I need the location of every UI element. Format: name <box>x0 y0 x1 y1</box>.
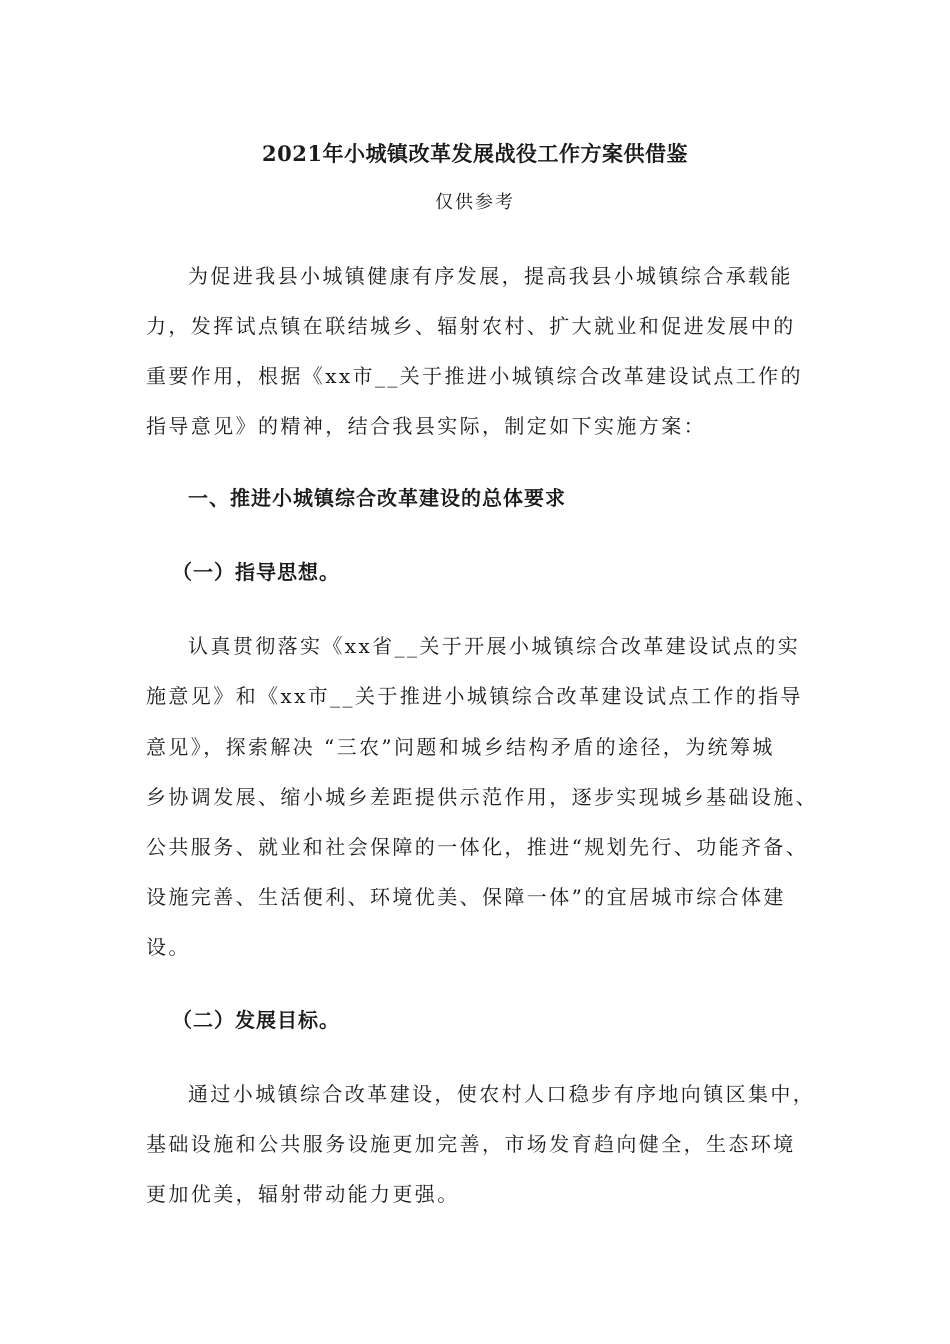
subsection-heading: （一）指导思想。 <box>172 560 340 584</box>
paragraph-line: 基础设施和公共服务设施更加完善，市场发育趋向健全，生态环境 <box>146 1132 796 1156</box>
paragraph-line: 公共服务、就业和社会保障的一体化，推进“规划先行、功能齐备、 <box>146 835 809 859</box>
intro-line: 重要作用，根据《xx市__关于推进小城镇综合改革建设试点工作的 <box>146 364 803 388</box>
paragraph-line: 意见》，探索解决 “三农”问题和城乡结构矛盾的途径，为统筹城 <box>146 735 775 759</box>
intro-line: 指导意见》的精神，结合我县实际，制定如下实施方案： <box>146 414 706 438</box>
intro-line: 力，发挥试点镇在联结城乡、辐射农村、扩大就业和促进发展中的 <box>146 314 796 338</box>
paragraph-line: 设。 <box>146 935 191 959</box>
paragraph-line: 设施完善、生活便利、环境优美、保障一体”的宜居城市综合体建 <box>146 885 786 909</box>
subsection-heading: （二）发展目标。 <box>172 1008 340 1032</box>
paragraph-line: 通过小城镇综合改革建设，使农村人口稳步有序地向镇区集中， <box>188 1082 816 1106</box>
paragraph-line: 更加优美，辐射带动能力更强。 <box>146 1182 460 1206</box>
section-heading: 一、推进小城镇综合改革建设的总体要求 <box>188 486 566 510</box>
document-title: 2021年小城镇改革发展战役工作方案供借鉴 <box>262 141 688 166</box>
paragraph-line: 乡协调发展、缩小城乡差距提供示范作用，逐步实现城乡基础设施、 <box>146 785 818 809</box>
paragraph-line: 认真贯彻落实《xx省__关于开展小城镇综合改革建设试点的实 <box>188 634 801 658</box>
intro-line: 为促进我县小城镇健康有序发展，提高我县小城镇综合承载能 <box>188 264 793 288</box>
paragraph-line: 施意见》和《xx市__关于推进小城镇综合改革建设试点工作的指导 <box>146 684 803 708</box>
document-subtitle: 仅供参考 <box>435 192 515 213</box>
